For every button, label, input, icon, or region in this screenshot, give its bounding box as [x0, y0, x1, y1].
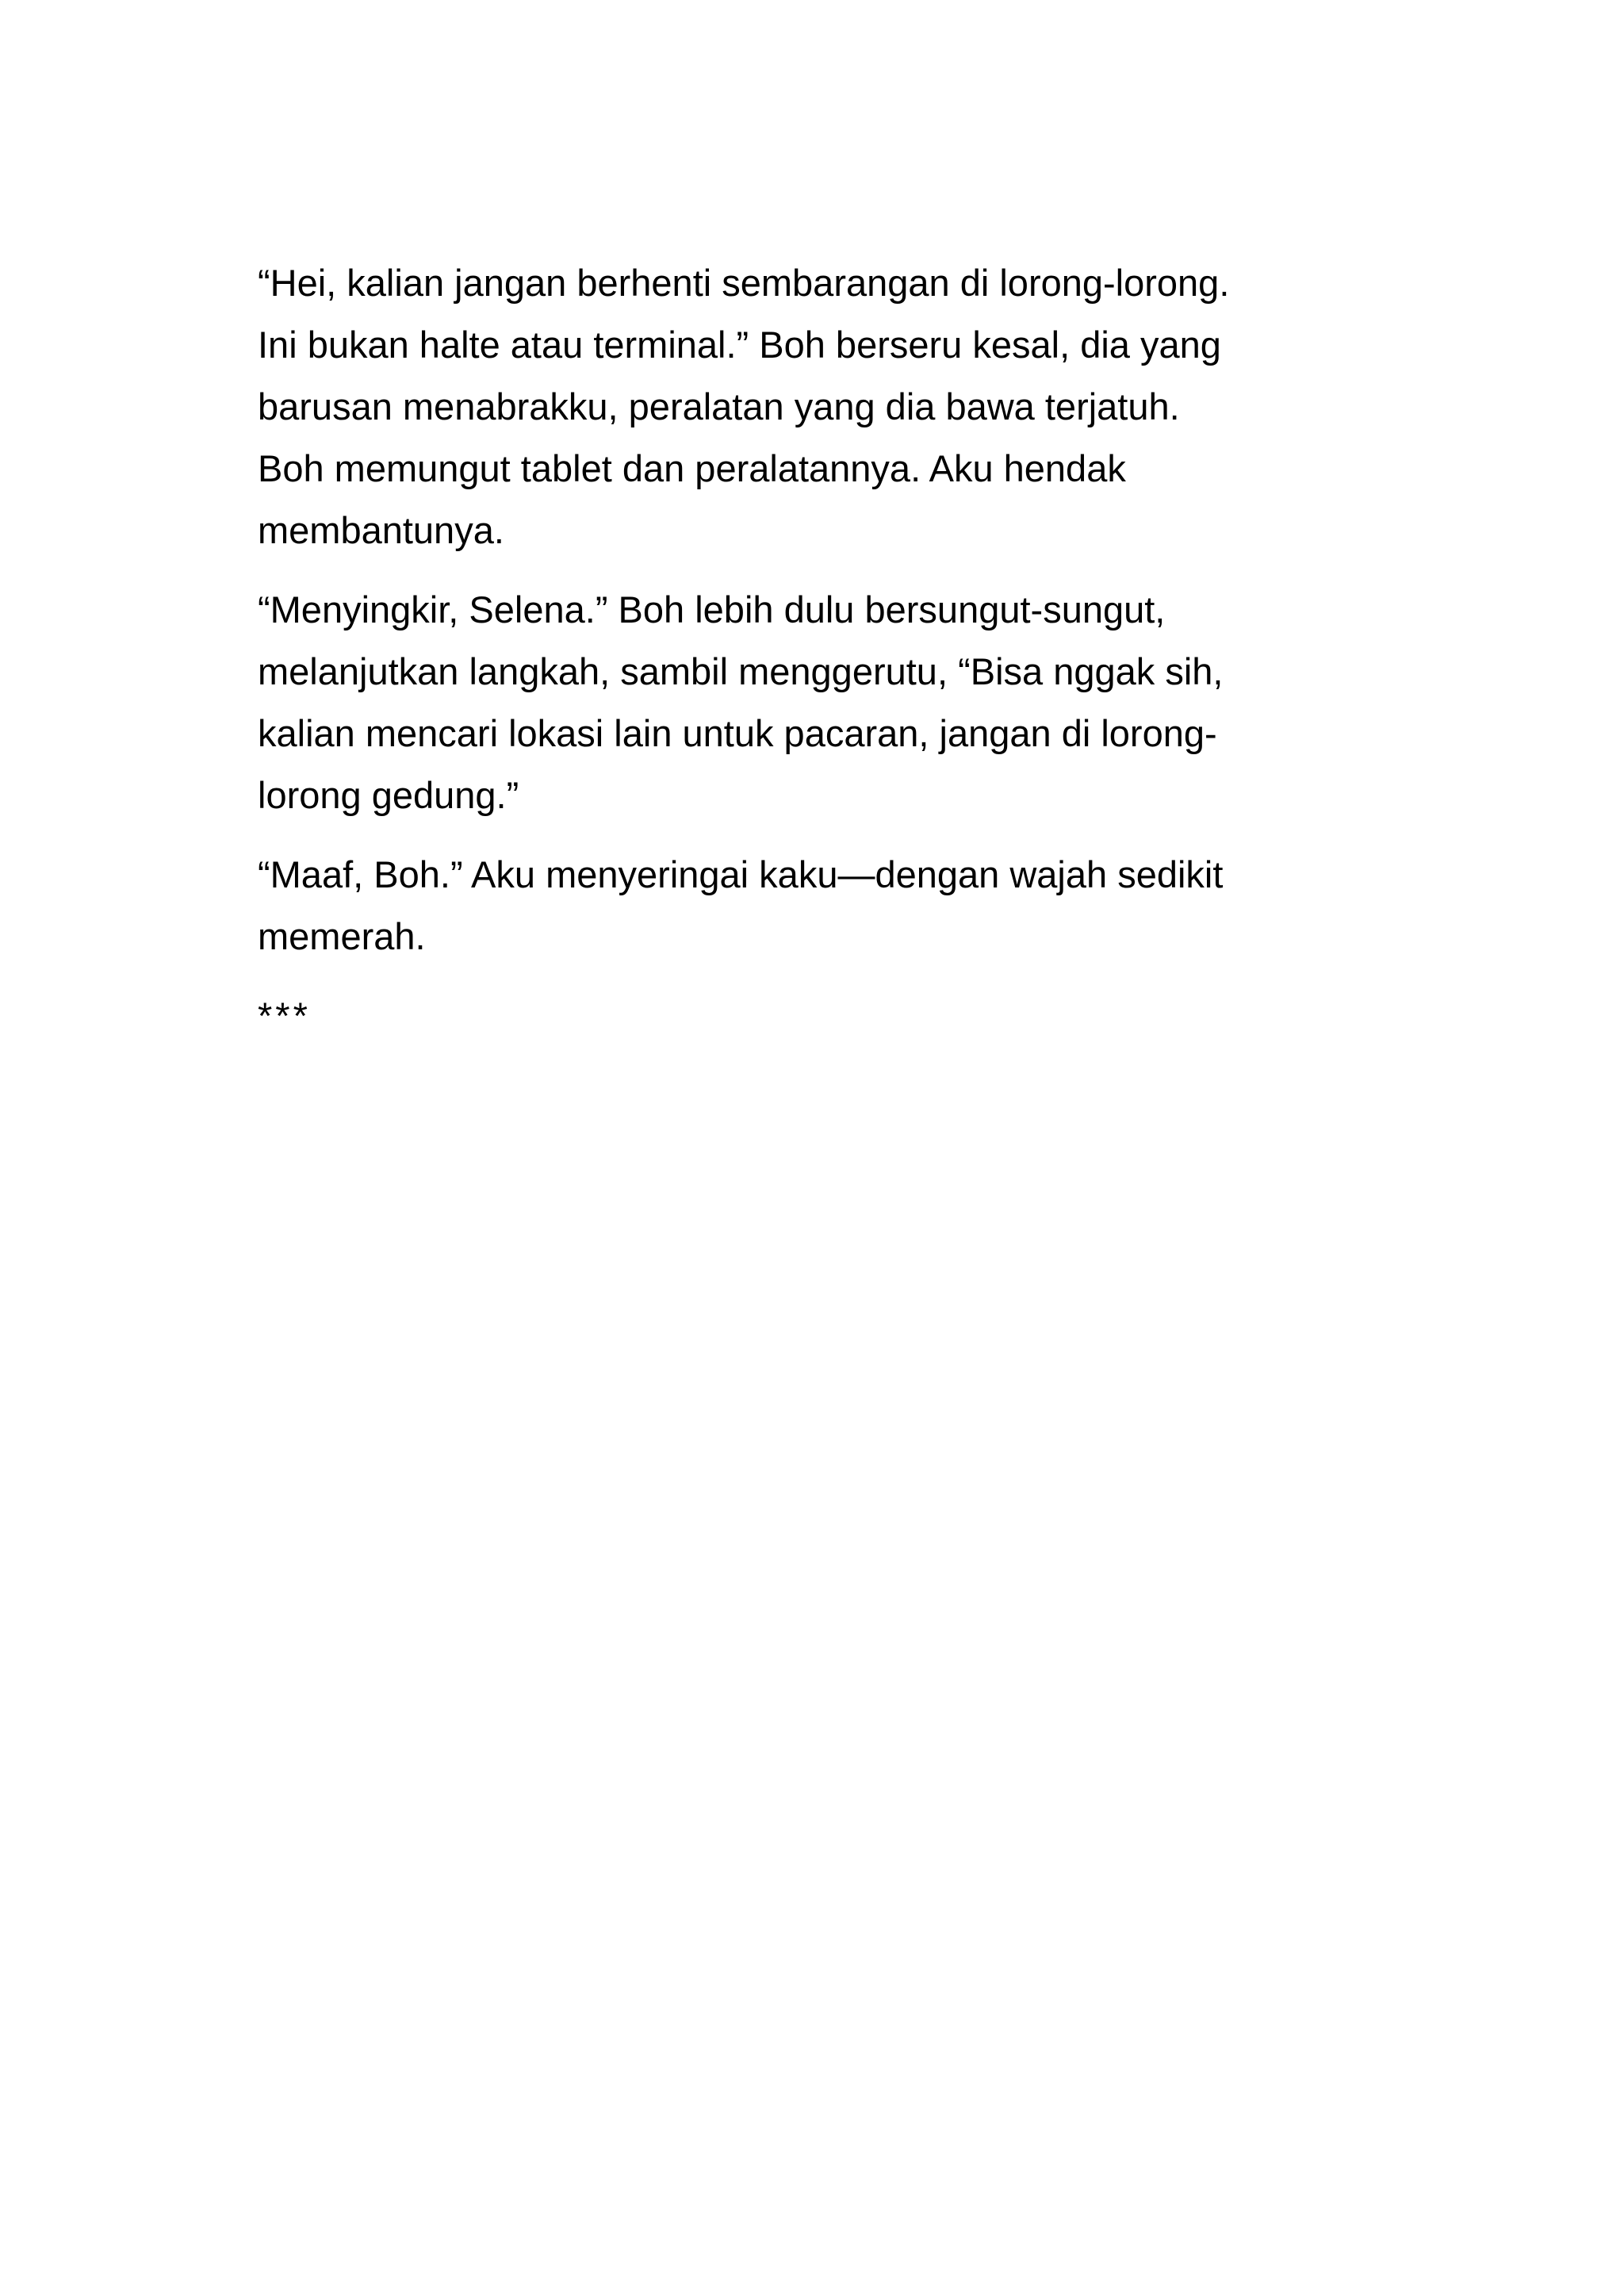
- paragraph-1: [258, 252, 1384, 562]
- text-line: “Menyingkir, Selena.” Boh lebih dulu bersungut-sungut,: [258, 588, 1166, 631]
- text-line: lorong gedung.”: [258, 774, 519, 816]
- text-line: “Hei, kalian jangan berhenti sembarangan di lorong-lorong.: [258, 262, 1230, 304]
- text-line: Ini bukan halte atau terminal.” Boh berseru kesal, dia yang: [258, 324, 1221, 366]
- text-line: membantunya.: [258, 509, 504, 551]
- text-line: memerah.: [258, 915, 426, 957]
- text-line: Boh memungut tablet dan peralatannya. Aku hendak: [258, 447, 1126, 489]
- text-line: kalian mencari lokasi lain untuk pacaran, jangan di lorong-: [258, 712, 1217, 754]
- text-line: barusan menabrakku, peralatan yang dia bawa terjatuh.: [258, 385, 1180, 427]
- text-line: “Maaf, Boh.” Aku menyeringai kaku—dengan wajah sedikit: [258, 853, 1224, 895]
- text-line: melanjutkan langkah, sambil menggerutu, “Bisa nggak sih,: [258, 650, 1224, 692]
- paragraph-2: [258, 579, 1384, 826]
- page-body: [258, 252, 1384, 1047]
- scene-separator: ***: [258, 995, 311, 1037]
- paragraph-3: [258, 844, 1384, 968]
